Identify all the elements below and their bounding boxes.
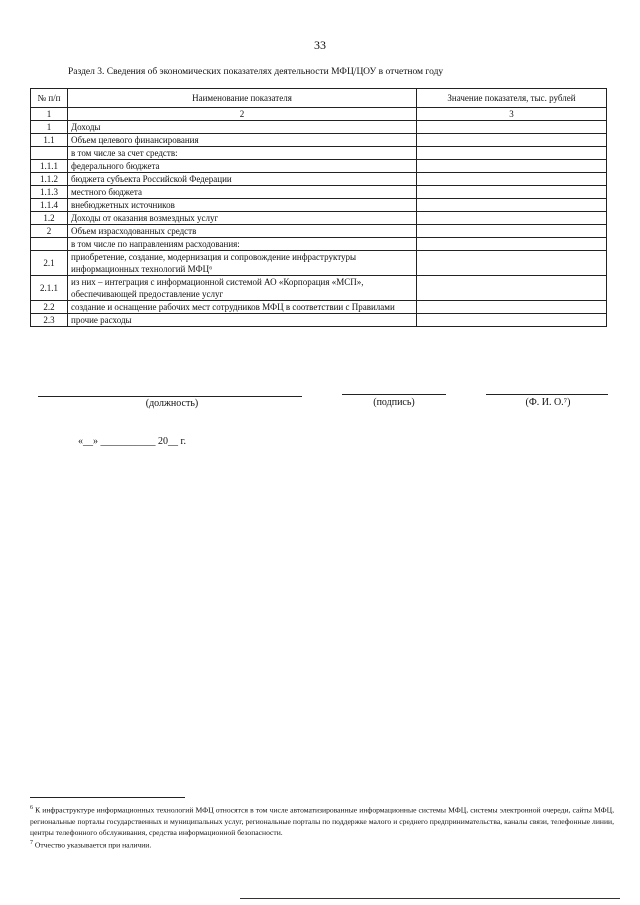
section-title: Раздел 3. Сведения об экономических показателях деятельности МФЦ/ЦОУ в отчетном году — [68, 67, 444, 77]
footnote-6 — [30, 803, 614, 838]
row-value-cell[interactable] — [417, 276, 607, 301]
row-value-cell[interactable] — [417, 199, 607, 212]
row-value-cell[interactable] — [417, 238, 607, 251]
table-row — [31, 225, 607, 238]
bottom-edge-line — [240, 898, 620, 899]
table-row — [31, 251, 607, 276]
table-row — [31, 301, 607, 314]
row-value-cell[interactable] — [417, 225, 607, 238]
name-signature-line — [486, 394, 608, 395]
row-number: 1.1.2 — [31, 173, 68, 186]
table-row — [31, 212, 607, 225]
page-number: 33 — [314, 38, 326, 52]
row-value-cell[interactable] — [417, 173, 607, 186]
table-row — [31, 314, 607, 327]
column-number: 2 — [68, 108, 417, 121]
signature-label: (подпись) — [373, 397, 415, 408]
column-numbers-row — [31, 108, 607, 121]
row-value-cell[interactable] — [417, 212, 607, 225]
table-row — [31, 173, 607, 186]
signature-line — [342, 394, 446, 395]
position-label: (должность) — [145, 398, 199, 409]
row-indicator-name: создание и оснащение рабочих мест сотрудников МФЦ в соответствии с Правилами — [68, 301, 417, 314]
footnote-marker: 7 — [30, 839, 33, 846]
full-name-label: (Ф. И. О.⁷) — [525, 397, 571, 408]
row-indicator-name: Доходы — [68, 121, 417, 134]
row-number: 1 — [31, 121, 68, 134]
row-indicator-name: федерального бюджета — [68, 160, 417, 173]
row-indicator-name: внебюджетных источников — [68, 199, 417, 212]
row-number: 1.1.3 — [31, 186, 68, 199]
row-value-cell[interactable] — [417, 301, 607, 314]
row-indicator-name: Объем целевого финансирования — [68, 134, 417, 147]
header-indicator-name: Наименование показателя — [68, 89, 417, 108]
table-row — [31, 134, 607, 147]
table-row — [31, 186, 607, 199]
row-number: 2.2 — [31, 301, 68, 314]
row-indicator-name: приобретение, создание, модернизация и сопровождение инфраструктуры информационных технологий МФЦ⁶ — [68, 251, 417, 276]
table-row — [31, 121, 607, 134]
table-header-row — [31, 89, 607, 108]
row-value-cell[interactable] — [417, 251, 607, 276]
row-value-cell[interactable] — [417, 160, 607, 173]
footnotes — [30, 803, 614, 850]
header-indicator-value: Значение показателя, тыс. рублей — [417, 89, 607, 108]
row-number: 1.1.4 — [31, 199, 68, 212]
row-indicator-name: из них – интеграция с информационной системой АО «Корпорация «МСП», обеспечивающей предоставление услуг — [68, 276, 417, 301]
row-indicator-name: в том числе по направлениям расходования: — [68, 238, 417, 251]
row-indicator-name: местного бюджета — [68, 186, 417, 199]
row-number: 2.1.1 — [31, 276, 68, 301]
row-indicator-name: Объем израсходованных средств — [68, 225, 417, 238]
row-indicator-name: прочие расходы — [68, 314, 417, 327]
position-signature-line — [38, 396, 302, 397]
row-indicator-name: бюджета субъекта Российской Федерации — [68, 173, 417, 186]
row-value-cell[interactable] — [417, 134, 607, 147]
column-number: 1 — [31, 108, 68, 121]
table-row — [31, 276, 607, 301]
row-value-cell[interactable] — [417, 147, 607, 160]
row-value-cell[interactable] — [417, 121, 607, 134]
footnote-text: К инфраструктуре информационных технологий МФЦ относятся в том числе автоматизированные информационные системы МФЦ, системы электронной очереди, сайты МФЦ, региональные порталы государственных и муниципальных услуг, региональные порталы по поддержке малого и среднего предпринимательства, каналы связи, телефонные линии, центры телефонного обслуживания, средства информационной безопасности. — [30, 805, 614, 837]
column-number: 3 — [417, 108, 607, 121]
row-indicator-name: в том числе за счет средств: — [68, 147, 417, 160]
footnote-marker: 6 — [30, 805, 33, 811]
header-number: № п/п — [31, 89, 68, 108]
footnote-text: Отчество указывается при наличии. — [34, 840, 152, 850]
row-number: 1.1.1 — [31, 160, 68, 173]
row-number — [31, 147, 68, 160]
row-number — [31, 238, 68, 251]
row-value-cell[interactable] — [417, 314, 607, 327]
table-row — [31, 147, 607, 160]
row-number: 2.1 — [31, 251, 68, 276]
table-row — [31, 160, 607, 173]
row-number: 2 — [31, 225, 68, 238]
footnote-7 — [30, 838, 614, 851]
row-number: 2.3 — [31, 314, 68, 327]
economic-indicators-table — [30, 88, 607, 327]
row-number: 1.1 — [31, 134, 68, 147]
row-number: 1.2 — [31, 212, 68, 225]
date-line: «__» ___________ 20__ г. — [78, 436, 186, 447]
row-value-cell[interactable] — [417, 186, 607, 199]
footnote-separator — [30, 797, 185, 798]
table-row — [31, 238, 607, 251]
table-row — [31, 199, 607, 212]
row-indicator-name: Доходы от оказания возмездных услуг — [68, 212, 417, 225]
